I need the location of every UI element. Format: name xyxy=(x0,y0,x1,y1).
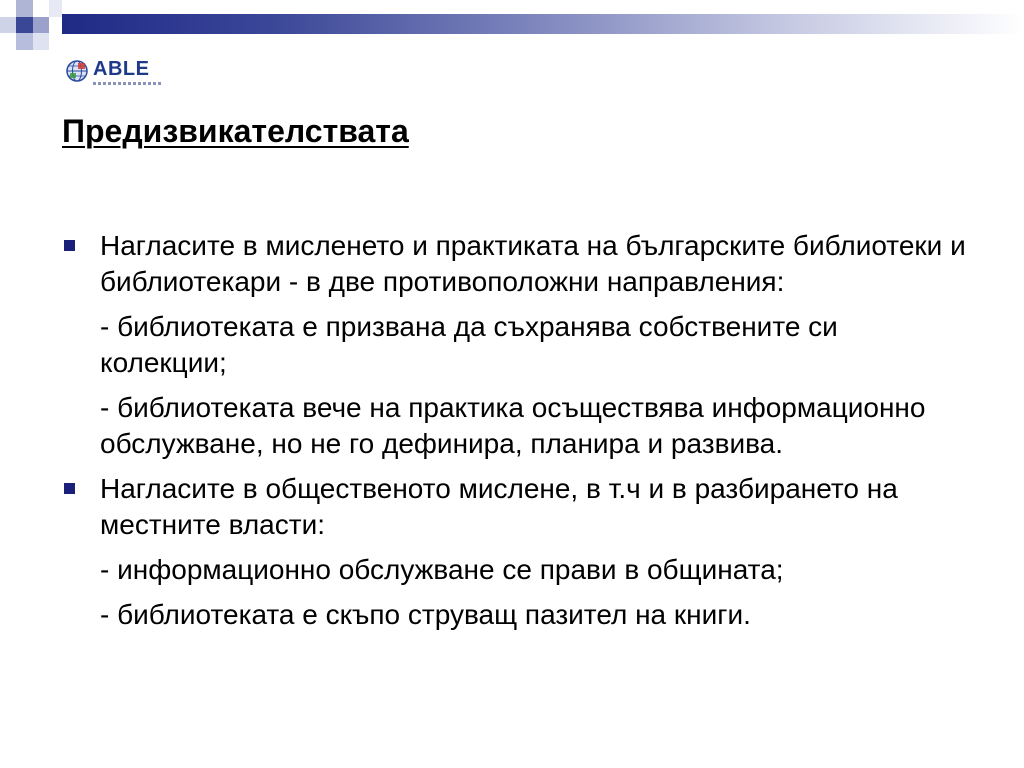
bullet-item xyxy=(62,471,972,543)
square-bullet-icon xyxy=(64,483,75,494)
logo-tagline-decor xyxy=(93,82,161,85)
decor-square xyxy=(16,33,33,50)
decor-square xyxy=(33,17,49,33)
able-logo xyxy=(66,57,162,91)
sub-item: - информационно обслужване се прави в общината; xyxy=(100,554,784,585)
decor-square xyxy=(0,17,16,33)
slide-content xyxy=(62,228,972,633)
header-gradient-bar xyxy=(62,14,1024,34)
decor-square xyxy=(33,33,49,50)
logo-text: ABLE xyxy=(93,58,150,80)
bullet-item xyxy=(62,228,972,300)
decor-square xyxy=(49,0,62,17)
decor-square xyxy=(16,17,33,33)
sub-item: - библиотеката е призвана да съхранява собствените си колекции; xyxy=(100,311,838,378)
bullet-text: Нагласите в общественото мислене, в т.ч и в разбирането на местните власти: xyxy=(100,473,898,540)
slide-title: Предизвикателствата xyxy=(62,113,409,149)
sub-item: - библиотеката е скъпо струващ пазител на книги. xyxy=(100,599,751,630)
globe-icon xyxy=(66,60,88,82)
square-bullet-icon xyxy=(64,240,75,251)
sub-item: - библиотеката вече на практика осъществява информационно обслужване, но не го дефинира, планира и развива. xyxy=(100,392,926,459)
decor-square xyxy=(16,0,33,17)
bullet-text: Нагласите в мисленето и практиката на българските библиотеки и библиотекари - в две противоположни направления: xyxy=(100,230,966,297)
